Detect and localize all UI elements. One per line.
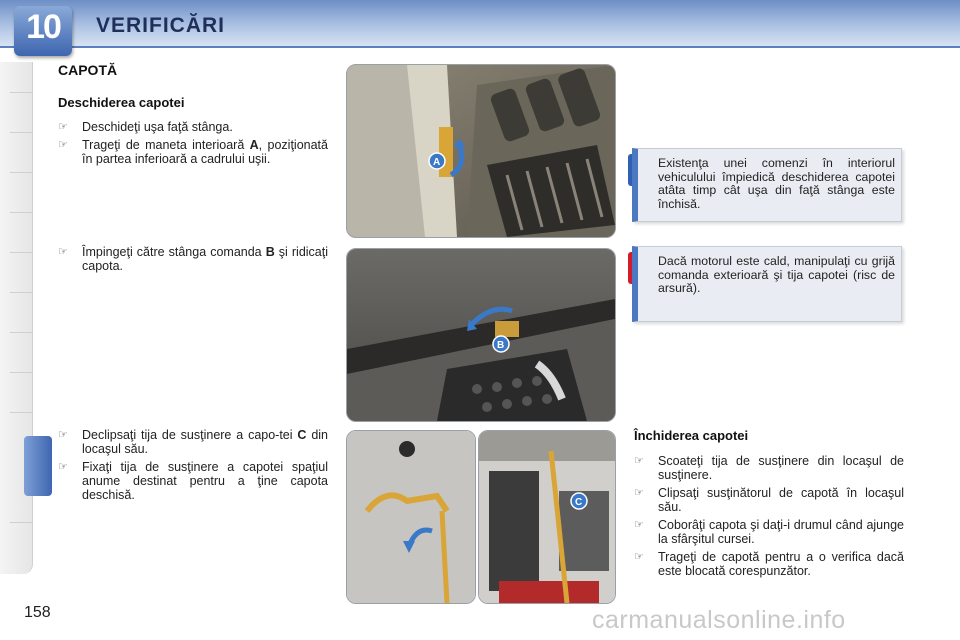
pointing-hand-icon: ☞ — [634, 487, 644, 499]
list-item: ☞ Coborâţi capota şi daţi-i drumul când ajunge la sfârşitul cursei. — [634, 518, 904, 546]
section-title: CAPOTĂ — [58, 62, 118, 78]
list-item: ☞ Trageţi de capotă pentru a o verifica dacă este blocată corespunzător. — [634, 550, 904, 578]
pointing-hand-icon: ☞ — [58, 139, 68, 151]
pointing-hand-icon: ☞ — [58, 429, 68, 441]
exterior-control-illustration — [347, 249, 615, 421]
pointing-hand-icon: ☞ — [634, 519, 644, 531]
list-item: ☞ Declipsaţi tija de susţinere a capo-tei C din locaşul său. — [58, 428, 328, 456]
side-index-tab — [10, 522, 32, 553]
side-index-tab — [10, 212, 32, 243]
label-c: C — [575, 497, 583, 508]
label-b: B — [497, 340, 505, 351]
side-index-tab — [10, 252, 32, 283]
page-number: 158 — [24, 604, 51, 621]
pointing-hand-icon: ☞ — [58, 121, 68, 133]
side-index-tab — [10, 172, 32, 203]
rod-fixed-illustration — [479, 431, 615, 603]
rod-clip-illustration — [347, 431, 475, 603]
side-index-tab-active — [24, 436, 52, 496]
figure-interior-lever — [346, 64, 616, 238]
list-item: ☞ Clipsaţi susţinătorul de capotă în locaşul său. — [634, 486, 904, 514]
figure-rod-fixed — [478, 430, 616, 604]
closing-heading: Închiderea capotei — [634, 428, 749, 443]
list-item: ☞ Împingeţi către stânga comanda B şi ridicaţi capota. — [58, 245, 328, 273]
pointing-hand-icon: ☞ — [58, 461, 68, 473]
closing-steps — [634, 454, 904, 582]
header-divider — [0, 46, 960, 48]
chapter-number: 10 — [26, 8, 60, 46]
label-a: A — [433, 157, 441, 168]
figure-exterior-control — [346, 248, 616, 422]
info-box: Existenţa unei comenzi în interiorul vehiculului împiedică deschiderea capotei atâta timp cât uşa din faţă stânga este închisă. — [632, 148, 902, 222]
list-item: ☞ Trageţi de maneta interioară A, poziţionată în partea inferioară a cadrului uşii. — [58, 138, 328, 166]
page-title: VERIFICĂRI — [96, 14, 226, 37]
interior-lever-illustration — [347, 65, 615, 237]
watermark: carmanualsonline.info — [592, 606, 846, 634]
pointing-hand-icon: ☞ — [58, 246, 68, 258]
opening-steps-1 — [58, 120, 328, 170]
side-index-tab — [10, 292, 32, 323]
list-item: ☞ Fixaţi tija de susţinere a capotei spaţiul anume destinat pentru a ţine capota deschisă. — [58, 460, 328, 502]
warning-box: Dacă motorul este cald, manipulaţi cu grijă comanda exterioară şi tija capotei (risc de arsură). — [632, 246, 902, 322]
side-index-tab — [10, 92, 32, 123]
opening-heading: Deschiderea capotei — [58, 95, 185, 110]
pointing-hand-icon: ☞ — [634, 455, 644, 467]
side-index-strip — [0, 62, 33, 574]
list-item: ☞ Deschideţi uşa faţă stânga. — [58, 120, 233, 134]
side-index-tab — [10, 332, 32, 363]
side-index-tab — [10, 372, 32, 403]
pointing-hand-icon: ☞ — [634, 551, 644, 563]
opening-steps-2 — [58, 245, 328, 277]
side-index-tab — [10, 132, 32, 163]
figure-rod-clip — [346, 430, 476, 604]
opening-steps-3 — [58, 428, 328, 506]
list-item: ☞ Scoateţi tija de susţinere din locaşul de susţinere. — [634, 454, 904, 482]
